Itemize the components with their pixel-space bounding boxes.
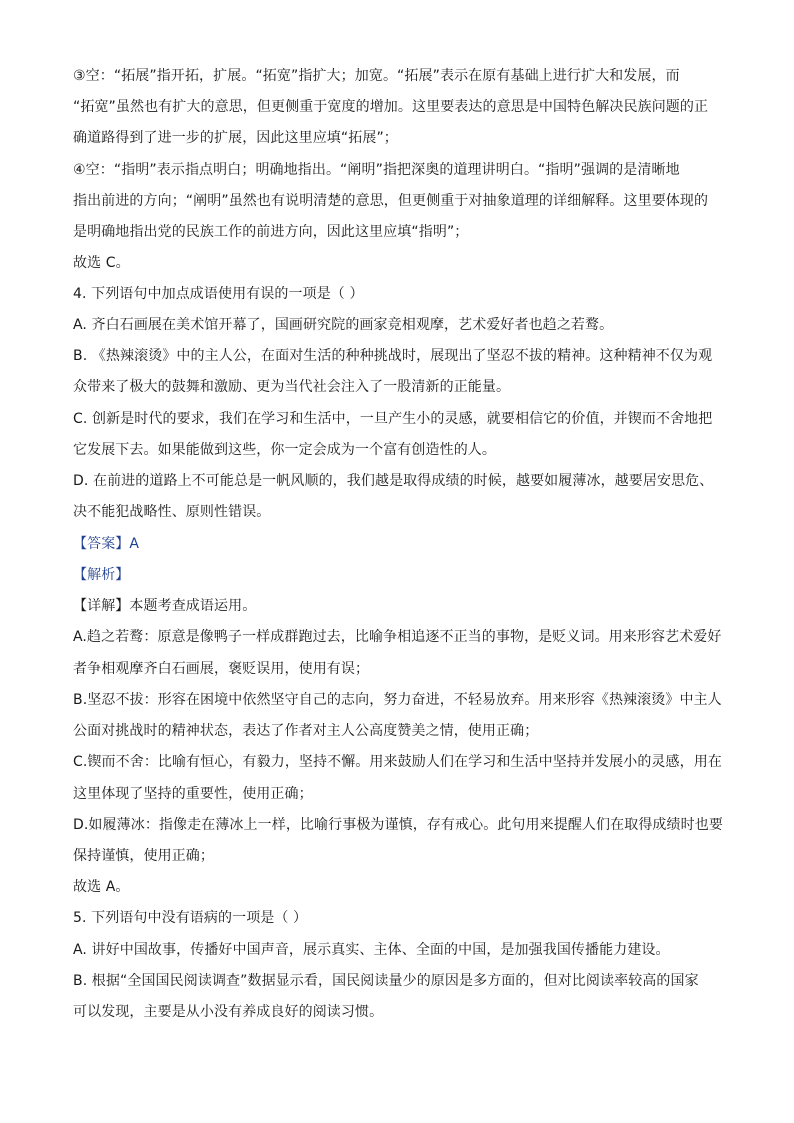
text-line: C.锲而不舍：比喻有恒心，有毅力，坚持不懈。用来鼓励人们在学习和生活中坚持并发展小的灵感，用在	[73, 754, 722, 770]
text-line: 众带来了极大的鼓舞和激励、更为当代社会注入了一股清新的正能量。	[73, 379, 511, 395]
option-d: D. 在前进的道路上不可能总是一帆风顺的，我们越是取得成绩的时候，越要如履薄冰，越要居安思危、	[73, 473, 714, 489]
question-4-stem: 4. 下列语句中加点成语使用有误的一项是（ ）	[73, 286, 364, 302]
text-line: 保持谨慎，使用正确；	[73, 848, 214, 864]
text-line: D.如履薄冰：指像走在薄冰上一样，比喻行事极为谨慎，存有戒心。此句用来提醒人们在取得成绩时也要	[73, 817, 723, 833]
text-line: 这里体现了坚持的重要性，使用正确；	[73, 786, 313, 802]
text-line: 它发展下去。如果能做到这些，你一定会成为一个富有创造性的人。	[73, 442, 496, 458]
text-line: ④空：“指明”表示指点明白；明确地指出。“阐明”指把深奥的道理讲明白。“指明”强调的是清晰地	[73, 162, 680, 178]
text-line: 决不能犯战略性、原则性错误。	[73, 504, 271, 520]
q5-option-b: B. 根据“全国国民阅读调查”数据显示看，国民阅读量少的原因是多方面的，但对比阅读率较高的国家	[73, 973, 699, 989]
text-line: 指出前进的方向；“阐明”虽然也有说明清楚的意思，但更侧重于对抽象道理的详细解释。这里要体现的	[73, 193, 709, 209]
q5-option-a: A. 讲好中国故事，传播好中国声音，展示真实、主体、全面的中国，是加强我国传播能力建设。	[73, 942, 670, 958]
analysis-heading: 【解析】	[73, 567, 130, 583]
text-line: “拓宽”虽然也有扩大的意思，但更侧重于宽度的增加。这里要表达的意思是中国特色解决民族问题的正	[73, 99, 709, 115]
option-c: C. 创新是时代的要求，我们在学习和生活中，一旦产生小的灵感，就要相信它的价值，并锲而不舍地把	[73, 411, 713, 427]
text-line: 者争相观摩齐白石画展，褒贬误用，使用有误；	[73, 661, 370, 677]
text-line: 故选 A。	[73, 879, 130, 895]
text-line: 可以发现，主要是从小没有养成良好的阅读习惯。	[73, 1004, 384, 1020]
text-line: 确道路得到了进一步的扩展，因此这里应填“拓展”；	[73, 130, 398, 146]
question-5-stem: 5. 下列语句中没有语病的一项是（ ）	[73, 910, 308, 926]
text-line: 故选 C。	[73, 255, 130, 271]
text-line: 公面对挑战时的精神状态，表达了作者对主人公高度赞美之情，使用正确；	[73, 723, 539, 739]
option-a: A. 齐白石画展在美术馆开幕了，国画研究院的画家竞相观摩，艺术爱好者也趋之若鹜。	[73, 317, 614, 333]
text-line: B.坚忍不拔：形容在困境中依然坚守自己的志向，努力奋进，不轻易放弃。用来形容《热辣滚烫》中主人	[73, 692, 722, 708]
text-line: ③空：“拓展”指开拓，扩展。“拓宽”指扩大；加宽。“拓展”表示在原有基础上进行扩大和发展，而	[73, 68, 680, 84]
text-line: 是明确地指出党的民族工作的前进方向，因此这里应填“指明”；	[73, 224, 469, 240]
detail-heading: 【详解】本题考查成语运用。	[73, 598, 257, 614]
text-line: A.趋之若鹜：原意是像鸭子一样成群跑过去，比喻争相追逐不正当的事物，是贬义词。用来形容艺术爱好	[73, 629, 722, 645]
option-b: B. 《热辣滚烫》中的主人公，在面对生活的种种挑战时，展现出了坚忍不拔的精神。这种精神不仅为观	[73, 348, 713, 364]
answer-heading: 【答案】A	[73, 536, 140, 552]
